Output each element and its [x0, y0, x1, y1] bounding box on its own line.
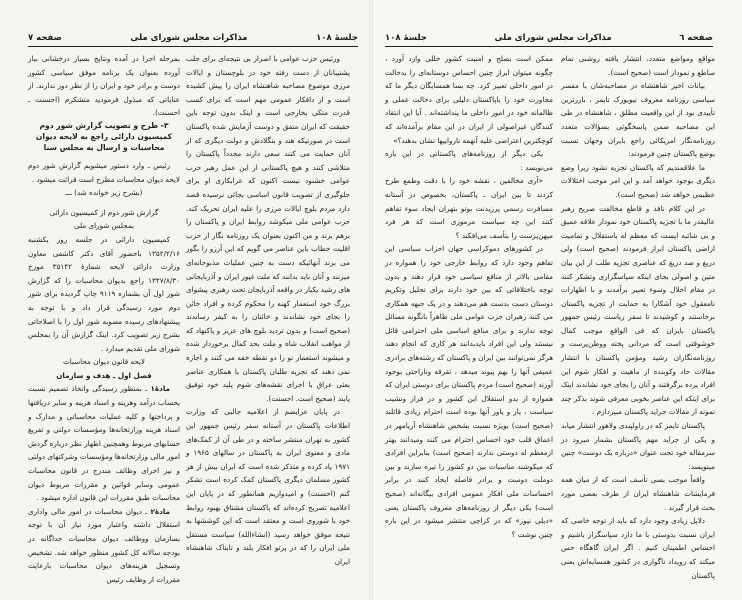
president-statement: رئیس ـ وارد دستور میشویم گزارش شور دوم لایحه دیوان محاسبات مطرح است قرائت میشود .	[28, 160, 180, 184]
paragraph: پاکستان تایمز که در راولپندی ولاهور انتشار میابد و یکی از جراید مهم پاکستان بشمار میرود در سرمقاله خود تحت عنوان «درباره یک دوست» چنین مینویسد:	[561, 421, 715, 471]
page-header	[28, 30, 358, 47]
quote-paragraph: دلایل زیادی وجود دارد که باید از توجه خاصی که ایران نسبت بدوستی با ما دارد سپاسگزار باشیم و احساس اطمینان کنیم . اگر ایران گاهگاه حس میکند که رویداد ناگواری در کشور همسایه‌اش یعنی پاکستان	[561, 516, 715, 580]
paragraph: در این کلام نافذ و قاطع مخالفت صریح رهبر عالیقدر ما با تجزیه پاکستان خود نمودار علاقه عمیق و بی شائبه ایست که معظم له باستقلال و تمامیت اراضی پاکستان ابراز فرمودند (صحیح است) ولی دریغ و صد دریغ که عناصری تجزیه طلب از این بیان متین و اصولی بجای اینکه سپاسگزاری وتشکر کنند در مقام اخلال وسوء تعبیر برآمدند و با اظهارات نامعقول خود آشکارا به حمایت از تجزیه پاکستان برخاستند و کوشیدند تا سفر ریاست رئیس جمهور پاکستان بایران که فی الواقع موجب کمال خوشوقتی است که مردانی پخته ووطن‌پرست و روزنامه‌نگاران رشید ومؤمن پاکستان با انتشار مقالات حاد وکوبنده از ماهیت و افکار شوم این افراد پرده برگرفتند و آنان را بجای خود نشاندند اینک برای اینکه این عناصر بخوبی معرفی شوند بذکر چند نمونه از مقالات جراید پاکستان مبپردازم .	[561, 203, 715, 417]
page-number: صفحه ٦	[679, 33, 713, 43]
book-gutter	[369, 0, 373, 600]
report-recipient: بمجلس شورای ملی	[74, 221, 134, 231]
paragraph: یکی دیگر از روزنامه‌های پاکستانی در این باره می‌نویسد :	[385, 149, 553, 172]
article-label: مادهٔ۲	[150, 506, 170, 516]
article-2	[28, 505, 180, 587]
article-text: ـ بمنظور رسیدگی واتخاذ تصمیم نسبت بحساب درآمد وهزینه و اسناد هزینه و سایر دریافتها و پرداختها و کلیه عملیات محاسباتی و مدارک و اسناد هزینه وزارتخانه‌ها ومؤسسات دولتی و تفریغ حسابهای مربوط وهمچنین اظهار نظر درباره گردش امور مالی وزارتخانه‌ها ومؤسسات وشرکتهای دولتی و نیز اجرای وظائف مندرج در قانون محاسبات عمومی وسایر قوانین و مقررات مربوط دیوان محاسبات طبق مقررات این قانون اداره میشود .	[28, 384, 180, 503]
section-heading: ۳- طرح و تصویب گزارش شور دوم کمیسیون دارائی راجع به لایحه دیوان محاسبات و ارسال به مجلس سنا	[35, 120, 173, 152]
text-column-left	[385, 52, 553, 541]
page-number: صفحه ۷	[28, 33, 62, 43]
text-column-left	[28, 52, 180, 586]
paragraph: بمرحله اجرا در آمده ونتایج بسیار درخشانی ببار آورده بعنوان یک برنامه موفق سیاسی کشور دوست و برادر خود و ایران را از نظر دور ندارند. از عنایاتی که مبذول فرمودید متشکرم (احسنت ـ احسنت).	[28, 54, 180, 118]
quote-paragraph: «آری مخالفین ، نقشه خود را با دقت وطمع طرح کردند تا بین ایران ـ پاکستان، بخصوص در آستانه مسافرت رسمی پرزیدنت بوتو بتهران ایجاد سوء تفاهم کنند این چه سیاست مرموزی است که هر فرد میهن‌پرست را بتأسف می‌افکند ؟	[385, 176, 553, 240]
session-label: جلسهٔ ۱۰۸	[316, 33, 358, 43]
session-label: جلسهٔ ۱۰۸	[385, 33, 427, 43]
paragraph: در پایان عرایضم از اعلامیه جالبی که وزارت اطلاعات پاکستان در آستانه سفر رئیس جمهور این کشور به تهران منتشر ساخته و در طی آن از کمک‌های مادی و معنوی ایران به پاکستان در سالهای ۱۹۶۵ و ۱۹۷۱ یاد کرده و متذکر شده است که ایران بیش از هر کشور مسلمان دیگری پاکستان کمک کرده است تشکر کنم (احسنت) و امیدواریم همانطور که در پایان این اعلامیه تصریح کرده‌اند که پاکستان مشتاق بهبود روابط خود با شوروی است و معتقد است که این کوششها به نتیجه موفق خواهد رسید (انشاءالله) سیاست مستقل ملی ایران را که در پرتو افکار بلند و تابناک شاهنشاه ایران	[186, 407, 350, 566]
running-title: مذاکرات مجلس شورای ملی	[130, 33, 248, 43]
page-header	[385, 30, 713, 47]
page-6	[371, 0, 742, 600]
report-title: گزارش شور دوم از کمیسیون دارائی	[49, 207, 159, 217]
paragraph: مواقع ومواضع متعدد، انتشار یافته روشنی تمام ساطع و نمودار است (صحیح است).	[561, 54, 715, 77]
bill-title: لایحه قانون دیوان محاسبات	[62, 357, 146, 367]
reading-note: (بشرح زیر خوانده شد) ـــ	[65, 188, 143, 198]
article-1	[28, 382, 180, 504]
quote-paragraph: واقعاً موجب بسی تأسف است که از میان همه فرمایشات شاهنشاه ایران از طرف بعضی مورد بحث قرار گیرند .	[561, 475, 715, 512]
paragraph: ورئیس حزب عوامی با اصرار بی نتیجه‌ای برای جلب پشتیبانان از دست رفته خود در بلوچستان و ایالات مرزی موضوع مصاحبه شاهنشاه ایران را پیش کشیده است و از دافکار عمومی مهم است که برای کسب قدرت متکی بخارجی است و اینک بدون توجه باین حقیقت که ایران متفق و دوست آزمایش شده پاکستان است در صورتیکه هند و بنگلادش و دولت دیگری که از آنان حمایت می کنند سعی دارند مجدداً پاکستان را متلاشی کنند و هیچ پاکستانی از این عمل رهبر حزب عوامی خشنود نیست اکنون که عرابکاری او برای جلوگیری از تصویب قانون اساسی بجائی نرسیده قصد دارد مردم بلوچ ایالات مرزی را علیه ایران تحریک کند. حزب عوامی ملی میکوشد روابط ایران و پاکستان را برهم بزند و من اکنون بعنوان یک روزنامه نگار از حزب اقلیت خطاب باین عناصر می گویم که این آرزو را بگور می برند آنهائیکه دست به چنین عملیات مذبوحانه‌ای میزنند و آنان باید بدانند که ملت غیور ایران و آذربایجانی های رشید یکبار در واقعه آذربایجان تحت رهبری پیشوای بزرگ خود استعمار کهنه را محکوم کرده و افراد خائن را بجای خود نشاندند و خائنان را به کیفر رساندند (صحیح است) و بدون تردید بلوچ های عزیز و پاکنهاد که از مواهب انقلاب شاه و ملت بحد کمال برخوردار شده و میشوند استعمار نو را دو نقطه خفه می کنند و اجازه نمی دهند که تجزیه طلبان پاکستان با همکاری عناصر بعثی عراق با اجرای نقشه‌های شوم پلید خود توفیق یابند (صحیح است. احسنت).	[186, 54, 350, 403]
paragraph: ممکن است بصلح و امنیت کشور خللی وارد آورد ، چگونه میتوان ابراز چنین احساس دوستانه‌ای را بدخالت در امور داخلی تعبیر کرد. چه بسا همسایگان دیگر ما که مجاورت خود را باپاکستان دلیلی برای دخالت عملی و ظالمانه خود در امور داخلی ما پنداشته‌اند . آیا این انتقاد کنندگان غیراصولی از ایران در این مقام برآمده‌اند که کوچکترین اعتراضی علیه آنهمه نارواییها نشان بدهند؟»	[385, 54, 553, 145]
running-title: مذاکرات مجلس شورای ملی	[494, 33, 612, 43]
text-column-right	[561, 52, 715, 582]
text-column-right	[186, 52, 350, 569]
article-text: ـ دیوان محاسبات در امور مالی واداری استقلال داشته واعتبار مورد نیاز آن با توجه بسازمان ووظائف دیوان محاسبات جداگانه در بودجه سالانه کل کشور منظور خواهد شد. تشخیص وتسجیل هزینه‌های دیوان محاسبات بارعایت مقررات از وظایف رئیس	[28, 506, 180, 584]
paragraph: بیانات اخیر شاهنشاه در مصاحبه‌شان با مفسر سیاسی روزنامه معروف نیویورک تایمز ، بارزترین تأییدی بود از این واقعیت مطلق ، شاهنشاه در طی این مصاحبه ضمن پاسخگوئی بسؤالات متعدد روزنامه‌نگار امریکائی راجع بایران وجهان نسبت بوضع پاکستان چنین فرمودند:	[561, 81, 715, 159]
chapter-title: فصل اول ـ هدف و سازمان	[56, 370, 152, 380]
article-label: مادهٔ۱	[150, 384, 170, 394]
paragraph: در کشورهای دموکراسی جهان احزاب سیاسی این تفاهم وجود دارد که روابط خارجی خود را همواره در مقامی بالاتر از منافع سیاسی خود قرار دهند و بدون توجه باختلافاتی که بین خود دارند برای تجلیل وتکریم دوستان دست بدست هم می‌دهند و در یک جبهه همکاری می کنند رهبران حزب عوامی ملی ظاهراً بانگونه مسائل توجه ندارند و برای منافع اساسی ملی احترامی قائل نیستند ولی این افراد بایدبدانند هر کاری که انجام دهند هرگز نمی‌توانند بین ایران و پاکستان که رشته‌های برادری عمیقی آنها را بهم پیوند میدهد ، تفرقه وناراحتی بوجود آورند (صحیح است) مردم پاکستان برای دوستی ایران که همواره از بدو استقلال این کشور و در فراز ونشیب سیاست ، یار و یاور آنها بوده است احترام زیادی قائلند (صحیح است) بویژه نسبت بشخص شاهنشاه آریامهر در اعماق قلب خود احساس احترام می کنند ومیدانند بهتر ازمعظم له دوستی ندارند (صحیح است) بنابراین افرادی که میکوشند مناسبات بین دو کشور را تیره سازند و بین دوملت دوست و برادر فاصله ایجاد کنند در برابر احساسات ملی افکار عمومی افرادی بیگانه‌اند (صحیح است) یکی دیگر از روزنامه‌های معروف پاکستان یعنی «دیلی نیوز» که در کراچی منتشر میشود در این باره چنین نوشت ؟	[385, 244, 553, 539]
report-body: کمیسیون دارائی در جلسه روز یکشنبه ۱۳۵۲/۲/۱۶ باحضور آقای دکتر کاشفی معاون وزارت دارائی لایحه شمارهٔ ۳۵۱۴۲ مورخ ۱۳۴۷/۸/۳۰ راجع بدیوان محاسبات را که گزارش شور اول آن بشماره ۹۱۱۹ چاپ گردیده برای شور دوم مورد رسیدگی قرار داد و با توجه به پیشنهادهای رسیده مصوبه شور اول را با اصلاحاتی بشرح زیر تصویب کرد. اینک گزارش آن را بمجلس شورای ملی تقدیم میدارد .	[28, 234, 180, 353]
quote-paragraph: ما علاقمندیم که پاکستان تجزیه نشود زیرا وضع دیگری بوجود خواهد آمد و این امر موجب اختلالات عظیمی خواهد شد (صحیح است).	[561, 162, 715, 199]
